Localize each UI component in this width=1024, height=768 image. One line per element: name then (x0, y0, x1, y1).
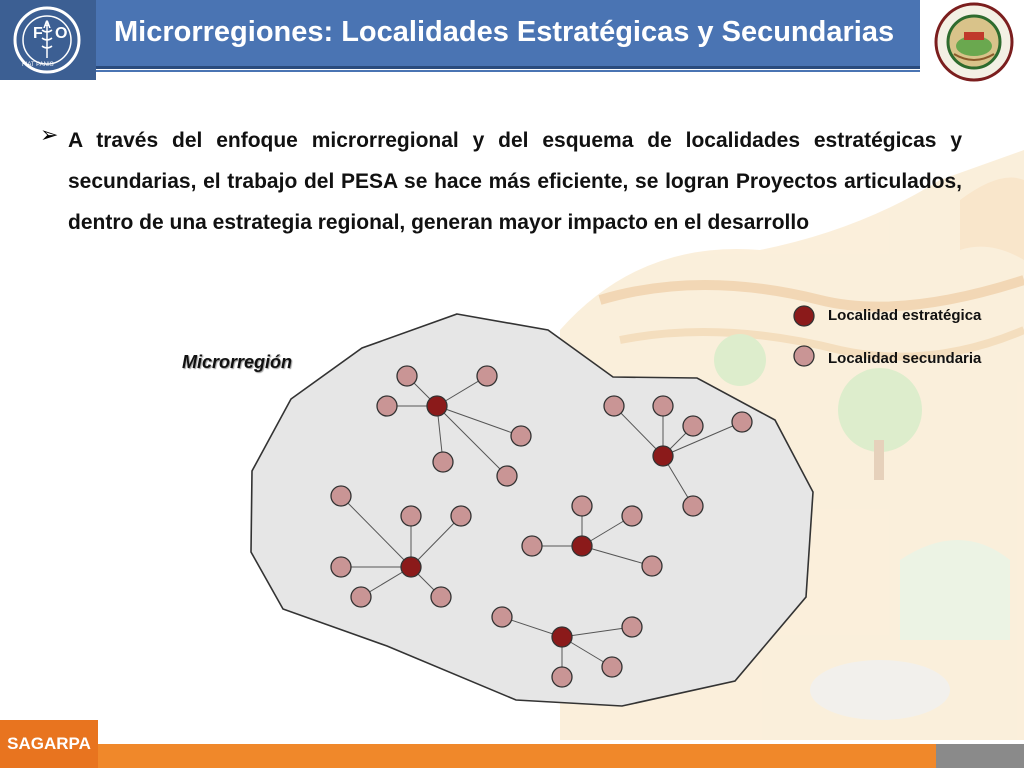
secondary-locality-node (653, 396, 673, 416)
footer-bar (0, 744, 1024, 768)
secondary-locality-node (552, 667, 572, 687)
secondary-locality-node (331, 557, 351, 577)
legend-secondary-label: Localidad secundaria (828, 350, 982, 367)
secondary-locality-node (602, 657, 622, 677)
footer-accent (936, 744, 1024, 768)
secondary-locality-node (683, 416, 703, 436)
microregion-boundary (251, 314, 813, 706)
secondary-locality-node (377, 396, 397, 416)
secondary-locality-node (683, 496, 703, 516)
arrow-bullet-icon: ➢ (40, 122, 59, 147)
svg-text:O: O (55, 25, 68, 42)
secondary-locality-node (451, 506, 471, 526)
secondary-locality-node (351, 587, 371, 607)
secondary-locality-node (622, 617, 642, 637)
strategic-locality-node (427, 396, 447, 416)
microregion-label: Microrregión (182, 352, 293, 372)
secondary-locality-node (522, 536, 542, 556)
secondary-locality-node (397, 366, 417, 386)
secondary-locality-node (642, 556, 662, 576)
strategic-locality-node (653, 446, 673, 466)
secondary-locality-node (477, 366, 497, 386)
slide-title: Microrregiones: Localidades Estratégicas y Secundarias (114, 16, 895, 48)
svg-text:F: F (33, 25, 43, 42)
legend-strategic-marker (794, 306, 814, 326)
strategic-locality-node (401, 557, 421, 577)
legend (794, 306, 982, 367)
strategic-locality-node (572, 536, 592, 556)
svg-text:A: A (43, 19, 51, 31)
secondary-locality-node (433, 452, 453, 472)
legend-secondary-marker (794, 346, 814, 366)
secondary-locality-node (401, 506, 421, 526)
secondary-locality-node (511, 426, 531, 446)
fao-motto: FIAT PANIS (22, 62, 54, 68)
sagarpa-logo (0, 720, 98, 768)
strategic-locality-node (552, 627, 572, 647)
legend-strategic-label: Localidad estratégica (828, 307, 982, 324)
secondary-locality-node (497, 466, 517, 486)
secondary-locality-node (331, 486, 351, 506)
secondary-locality-node (492, 607, 512, 627)
bullet-text: A través del enfoque microrregional y del esquema de localidades estratégicas y secundarias, el trabajo del PESA se hace más eficiente, se logran Proyectos articulados, dentro de una estrategia regional, generan mayor impacto en el desarrollo (68, 129, 962, 234)
secondary-locality-node (572, 496, 592, 516)
secondary-locality-node (732, 412, 752, 432)
secondary-locality-node (604, 396, 624, 416)
secondary-locality-node (622, 506, 642, 526)
secondary-locality-node (431, 587, 451, 607)
sagarpa-label: SAGARPA (7, 734, 91, 753)
